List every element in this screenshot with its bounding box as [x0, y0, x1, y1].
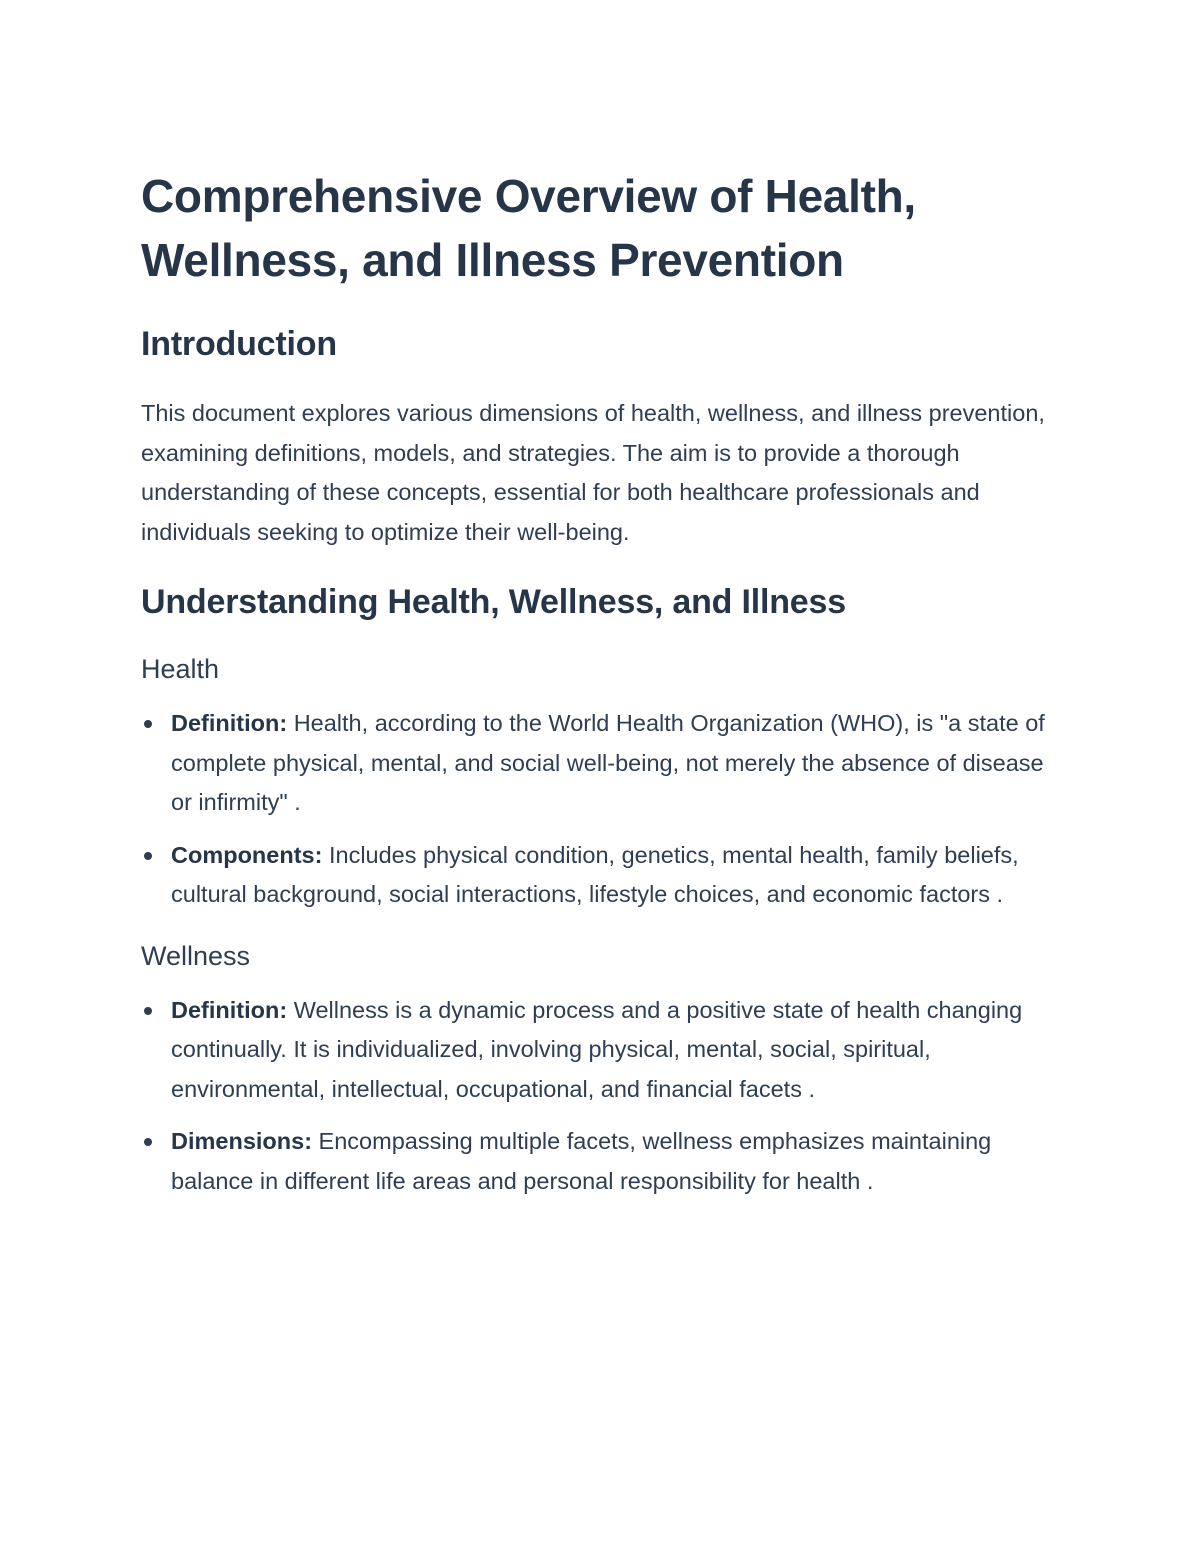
item-text: Encompassing multiple facets, wellness emphasizes maintaining balance in different life areas and personal responsibility for health .	[171, 1128, 992, 1194]
list-item	[141, 1122, 1061, 1201]
document-page	[141, 164, 1061, 1214]
item-text: Includes physical condition, genetics, mental health, family beliefs, cultural background, social interactions, lifestyle choices, and economic factors .	[171, 841, 1019, 907]
bullet-icon	[144, 1007, 152, 1015]
bullet-icon	[144, 720, 152, 728]
list-item	[141, 991, 1061, 1110]
introduction-heading: Introduction	[141, 325, 337, 363]
item-text: Wellness is a dynamic process and a positive state of health changing continually. It is individualized, involving physical, mental, social, spiritual, environmental, intellectual, occupational, and financial facets .	[171, 996, 1023, 1102]
list-item	[141, 836, 1061, 915]
understanding-heading: Understanding Health, Wellness, and Illness	[141, 583, 846, 621]
item-text: Health, according to the World Health Organization (WHO), is "a state of complete physical, mental, and social well-being, not merely the absence of disease or infirmity" .	[171, 710, 1045, 815]
bullet-icon	[144, 852, 152, 860]
item-label: Components:	[171, 841, 323, 868]
introduction-paragraph: This document explores various dimensions of health, wellness, and illness prevention, examining definitions, models, and strategies. The aim is to provide a thorough understanding of these concepts, essential for both healthcare professionals and individuals seeking to optimize their well-being.	[141, 400, 1045, 545]
item-label: Definition:	[171, 710, 288, 736]
bullet-icon	[144, 1138, 152, 1146]
wellness-subheading: Wellness	[141, 940, 251, 971]
health-subheading: Health	[141, 654, 220, 684]
wellness-list	[141, 991, 1061, 1202]
item-label: Dimensions:	[171, 1128, 313, 1154]
item-label: Definition:	[171, 996, 288, 1023]
health-list	[141, 704, 1061, 915]
document-title: Comprehensive Overview of Health, Wellness, and Illness Prevention	[141, 170, 916, 286]
list-item	[141, 704, 1061, 823]
